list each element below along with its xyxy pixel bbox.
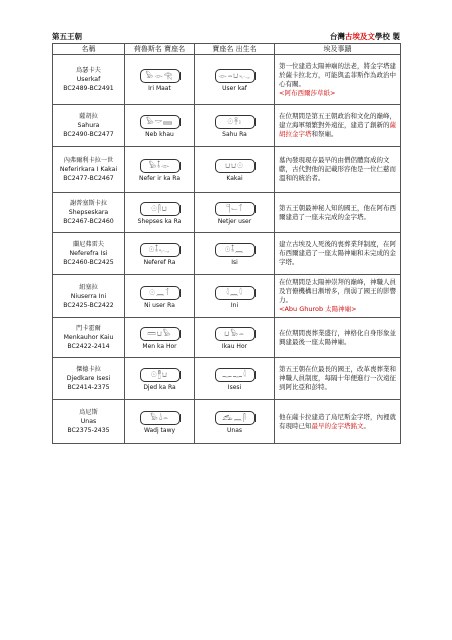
col-header-horus: 荷魯斯名 寶座名: [125, 44, 195, 55]
transliteration-label: Men ka Hor: [142, 343, 177, 350]
reign-dates: BC2425-BC2422: [63, 301, 114, 309]
pharaoh-name-cell: [53, 105, 125, 147]
publisher: [330, 31, 400, 42]
birth-name-cell: [195, 400, 275, 444]
name-latin: Djedkare Isesi: [66, 375, 111, 382]
table-row: [53, 147, 401, 193]
name-chinese: 內弗爾利卡拉一世: [63, 157, 114, 164]
cartouche-icon: [140, 202, 180, 216]
deeds-text: 第五王朝最神秘人知的國王，他在阿布西爾建造了一座未完成的金字塔。: [279, 203, 396, 221]
pharaoh-name-cell: [53, 275, 125, 318]
table-row: [53, 105, 401, 147]
hieroglyph-glyphs: 𓅃𓍑𓏏: [150, 414, 169, 422]
hieroglyph-glyphs: 𓅃𓎟𓈙: [145, 118, 174, 126]
cartouche-icon: [215, 286, 255, 300]
name-latin: Shepseskara: [68, 209, 109, 216]
reign-dates: BC2467-BC2460: [63, 218, 114, 225]
cartouche-icon: [140, 159, 180, 173]
pharaoh-name-cell: [53, 233, 125, 275]
name-latin: Niuserra Ini: [70, 292, 107, 300]
hieroglyph-glyphs: 𓇳𓊽𓂓: [151, 371, 168, 379]
name-latin: Neferefra Isi: [69, 250, 108, 257]
deeds-cell: [275, 55, 401, 105]
deeds-text: 在位期間是第五王朝政治和文化的巔峰，建立海軍頻繁對外遠征，建造了創新的: [279, 112, 396, 129]
deeds-cell: [275, 318, 401, 358]
name-chinese: 薩胡拉: [79, 113, 98, 120]
reign-dates: BC2490-BC2477: [63, 131, 114, 138]
name-chinese: 蘭尼弗雷夫: [73, 241, 104, 248]
pharaoh-name-cell: [53, 318, 125, 358]
publisher-suffix: 學校 製: [374, 32, 400, 41]
deeds-tail: 。: [363, 421, 370, 430]
cartouche-icon: [215, 243, 255, 257]
hieroglyph-glyphs: 𓅃𓁹𓂀: [145, 72, 174, 80]
transliteration-label: Wadj tawy: [143, 427, 176, 434]
transliteration-label: Unas: [227, 427, 242, 434]
cartouche-icon: [140, 243, 180, 257]
deeds-cell: [275, 105, 401, 147]
transliteration-label: Iri Maat: [148, 85, 171, 92]
deeds-tail: 和祭廟。: [311, 130, 338, 138]
cartouche-icon: [140, 411, 180, 425]
deeds-cell: [275, 400, 401, 444]
transliteration-label: Netjer user: [217, 218, 252, 225]
hieroglyph-glyphs: 𓇋𓈖𓇋: [226, 288, 243, 297]
pharaoh-name-cell: [53, 193, 125, 233]
cartouche-icon: [140, 286, 180, 300]
deeds-cell: [275, 233, 401, 275]
horus-name-cell: [125, 400, 195, 444]
cartouche-icon: [140, 115, 180, 129]
hieroglyph-glyphs: 𓇳𓄤𓈖: [224, 246, 245, 254]
transliteration-label: Ini: [230, 301, 239, 309]
transliteration-label: Isi: [231, 259, 238, 266]
name-chinese: 烏瑟卡夫: [76, 67, 101, 74]
deeds-text: 第五王朝在位最長的國王，改革喪葬業和神職人員制度，每隔十年便進行一次遠征到阿比亞和彭特。: [279, 365, 396, 391]
transliteration-label: Neb khau: [145, 131, 174, 138]
col-header-throne: 寶座名 出生名: [195, 44, 275, 55]
name-latin: Menkauhor Kaiu: [63, 334, 114, 341]
col-header-name: 名稱: [53, 44, 125, 55]
transliteration-label: Sahu Ra: [222, 131, 247, 138]
horus-name-cell: [125, 318, 195, 358]
pharaoh-name-cell: [53, 400, 125, 444]
publisher-highlight: 古埃及文: [344, 32, 375, 41]
birth-name-cell: [195, 147, 275, 193]
hieroglyph-glyphs: 𓏠𓂓𓅃: [147, 330, 172, 338]
table-header-row: [53, 44, 401, 55]
table-row: [53, 358, 401, 400]
deeds-cell: [275, 358, 401, 400]
publisher-prefix: 台灣: [329, 32, 345, 41]
horus-name-cell: [125, 147, 195, 193]
deeds-text: 他在薩卡拉建造了烏尼斯金字塔，內裡就有現時已知: [279, 412, 396, 430]
deeds-text: 第一位建造太陽神廟的法老，將金字塔建於薩卡拉北方，可能與孟菲斯作為政治中心有關。: [279, 61, 396, 88]
transliteration-label: Kakai: [226, 175, 243, 182]
deeds-text: 建立古埃及人死後的喪葬業拜制度，在阿布西爾建造了一座太陽神廟和未完成的金字塔。: [279, 240, 396, 266]
cartouche-icon: [215, 368, 255, 382]
deeds-cell: [275, 193, 401, 233]
transliteration-label: Nefer ir ka Ra: [138, 175, 181, 182]
hieroglyph-glyphs: 𓅃𓄤𓁹: [148, 162, 171, 170]
table-body: [53, 55, 401, 444]
cartouche-icon: [215, 411, 255, 425]
transliteration-label: Shepses ka Ra: [137, 218, 182, 225]
horus-name-cell: [125, 233, 195, 275]
pharaoh-name-cell: [53, 358, 125, 400]
birth-name-cell: [195, 318, 275, 358]
hieroglyph-glyphs: 𓇳𓋴𓂓: [151, 205, 168, 213]
name-latin: Unas: [80, 418, 97, 425]
deeds-cell: [275, 275, 401, 318]
reign-dates: BC2422-2414: [67, 343, 110, 350]
dynasty-title: 第五王朝: [52, 32, 82, 41]
cartouche-icon: [140, 327, 180, 341]
birth-name-cell: [195, 233, 275, 275]
transliteration-label: Ikau Hor: [221, 343, 248, 350]
transliteration-label: User kaf: [222, 85, 247, 92]
transliteration-label: Isesi: [227, 384, 242, 391]
reign-dates: BC2460-BC2425: [63, 259, 114, 266]
hieroglyph-glyphs: 𓇳𓄤𓆑: [148, 246, 171, 254]
cartouche-icon: [215, 159, 255, 173]
reign-dates: BC2375-2435: [67, 427, 110, 434]
cartouche-icon: [215, 115, 255, 129]
deeds-text: 墓內發現現存最早的由僧侶體寫成的文獻，古代對他的記載形容他是一位仁慈而溫和的統治者。: [279, 156, 396, 182]
name-latin: Sahura: [77, 122, 100, 129]
cartouche-icon: [140, 368, 180, 382]
reign-dates: BC2414-2375: [67, 384, 110, 391]
name-chinese: 門卡霍爾: [76, 325, 101, 332]
table-row: [53, 318, 401, 358]
transliteration-label: Djed ka Ra: [143, 384, 176, 391]
birth-name-cell: [195, 275, 275, 318]
name-latin: Userkaf: [76, 76, 101, 83]
name-chinese: 紐塞拉: [79, 283, 98, 291]
deeds-highlight: <阿布西爾莎草紙>: [279, 88, 336, 97]
page-header: [52, 31, 400, 43]
table-row: [53, 55, 401, 105]
hieroglyph-glyphs: 𓇳𓈖𓄊: [149, 288, 170, 297]
name-chinese: 傑德卡拉: [76, 366, 101, 373]
transliteration-label: Neferef Ra: [143, 259, 176, 266]
horus-name-cell: [125, 55, 195, 105]
deeds-highlight: 薩胡拉金字塔: [279, 121, 396, 138]
name-latin: Neferirkara I Kakai: [59, 166, 118, 173]
birth-name-cell: [195, 105, 275, 147]
hieroglyph-glyphs: 𓊹𓍿𓄊: [226, 205, 243, 213]
reign-dates: BC2477-BC2467: [63, 175, 114, 182]
horus-name-cell: [125, 193, 195, 233]
pharaoh-table: [52, 43, 401, 444]
hieroglyph-glyphs: 𓇳𓋹𓏤: [227, 118, 242, 126]
cartouche-icon: [215, 327, 255, 341]
table-row: [53, 193, 401, 233]
deeds-highlight: 最早的金字塔銘文: [311, 421, 364, 430]
horus-name-cell: [125, 105, 195, 147]
birth-name-cell: [195, 193, 275, 233]
cartouche-icon: [215, 202, 255, 216]
birth-name-cell: [195, 358, 275, 400]
cartouche-icon: [215, 69, 255, 83]
horus-name-cell: [125, 275, 195, 318]
table-row: [53, 275, 401, 318]
transliteration-label: Ni user Ra: [144, 301, 175, 309]
pharaoh-name-cell: [53, 147, 125, 193]
deeds-highlight: <Abu Ghurob 太陽神廟>: [279, 305, 357, 313]
horus-name-cell: [125, 358, 195, 400]
cartouche-icon: [140, 69, 180, 83]
hieroglyph-glyphs: 𓂓𓅃𓏏: [224, 330, 245, 338]
hieroglyph-glyphs: 𓁹𓏏𓂓𓆑: [218, 72, 251, 80]
pharaoh-name-cell: [53, 55, 125, 105]
deeds-text: 在位期間喪葬業盛行，神格化自身形象並興建最後一座太陽神廟。: [279, 328, 396, 346]
reign-dates: BC2489-BC2491: [63, 85, 114, 92]
deeds-cell: [275, 147, 401, 193]
table-row: [53, 400, 401, 444]
hieroglyph-glyphs: 𓂓𓂓𓇳: [225, 162, 244, 170]
table-row: [53, 233, 401, 275]
name-chinese: 謝普塞斯卡拉: [69, 200, 108, 207]
name-chinese: 烏尼斯: [79, 409, 98, 416]
hieroglyph-glyphs: 𓊃𓊃𓇋: [222, 371, 247, 379]
deeds-text: 在位期間是太陽神崇拜的巔峰，神職人員及官僚機構日漸增多，削弱了國王的影響力。: [279, 278, 396, 304]
hieroglyph-glyphs: 𓃹𓈖𓋴: [222, 414, 247, 422]
birth-name-cell: [195, 55, 275, 105]
col-header-deeds: 埃及事蹟: [275, 44, 401, 55]
